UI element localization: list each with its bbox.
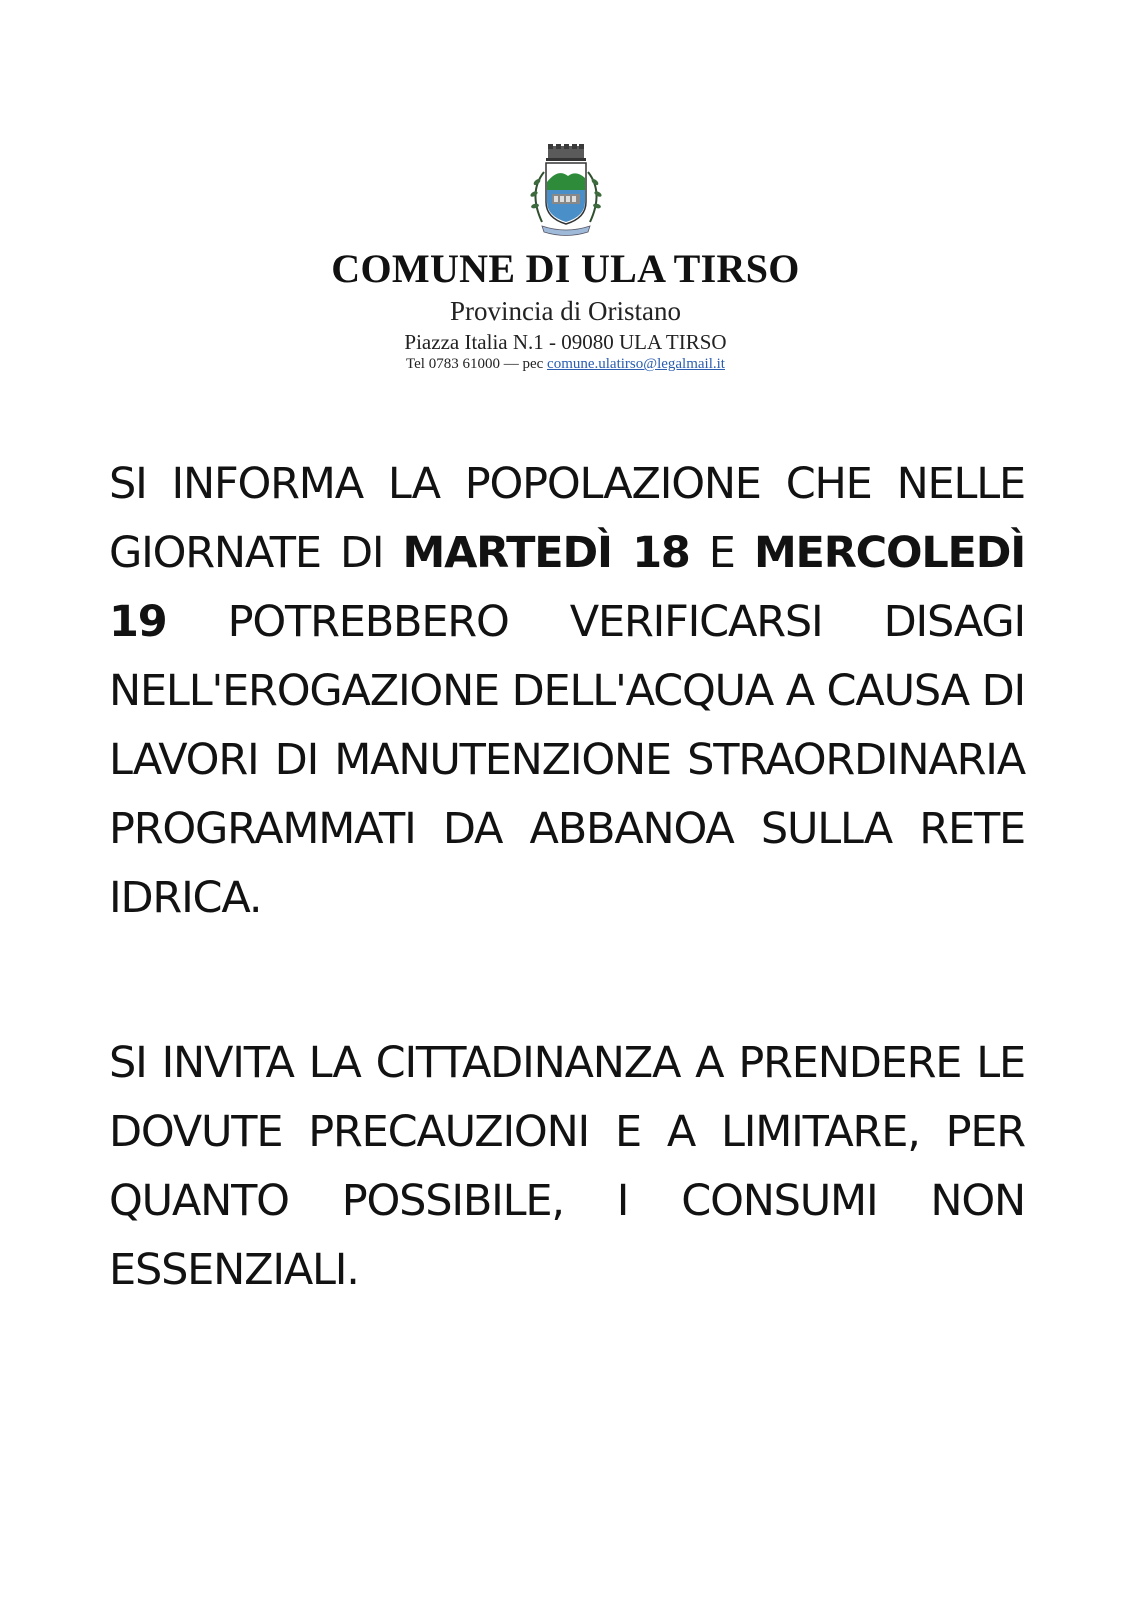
phone-text: Tel 0783 61000 — pec [406, 356, 548, 372]
notice-intro-text: SI INFORMA LA POPOLAZIONE CHE NELLE GIORNATE DI [109, 459, 1025, 578]
municipality-name: COMUNE DI ULA TIRSO [331, 246, 800, 291]
water-disruption-notice [109, 450, 1025, 933]
municipal-coat-of-arms-icon [518, 142, 614, 242]
precautions-paragraph: SI INVITA LA CITTADINANZA A PRENDERE LE DOVUTE PRECAUZIONI E A LIMITARE, PER QUANTO POSSIBILE, I CONSUMI NON ESSENZIALI. [109, 1038, 1025, 1295]
conjunction-text: E [689, 528, 754, 578]
contact-line [0, 356, 1131, 373]
town-hall-address: Piazza Italia N.1 - 09080 ULA TIRSO [404, 330, 727, 354]
notice-details-text: POTREBBERO VERIFICARSI DISAGI NELL'EROGAZIONE DELL'ACQUA A CAUSA DI LAVORI DI MANUTENZIONE STRAORDINARIA PROGRAMMATI DA ABBANOA SULLA RETE IDRICA. [109, 597, 1025, 923]
first-day-text: MARTEDÌ 18 [402, 528, 690, 578]
pec-email-link[interactable]: comune.ulatirso@legalmail.it [547, 356, 725, 372]
second-day-text: MERCOLEDÌ 19 [109, 528, 1025, 647]
province-name: Provincia di Oristano [450, 296, 681, 326]
